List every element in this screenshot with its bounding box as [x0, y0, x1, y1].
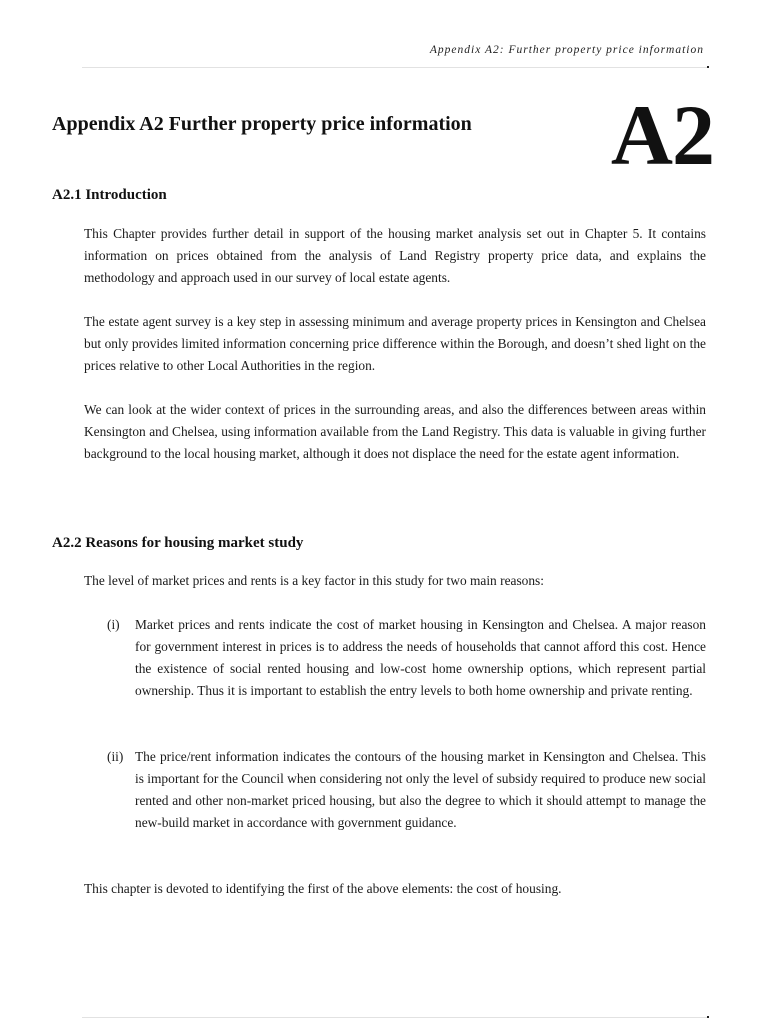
page-title: Appendix A2 Further property price information [52, 113, 472, 135]
intro-paragraph-3: We can look at the wider context of prices in the surrounding areas, and also the differences between areas within Kensington and Chelsea, using information available from the Land Registry. This data is valuable in giving further background to the local housing market, although it does not displace the need for the estate agent information. [84, 402, 706, 461]
footer-rule-dot [707, 1016, 709, 1018]
reasons-closing-paragraph: This chapter is devoted to identifying the first of the above elements: the cost of housing. [84, 881, 562, 896]
header-rule [82, 67, 708, 68]
list-item [107, 746, 706, 834]
section-heading-introduction: A2.1 Introduction [52, 187, 167, 203]
intro-paragraph-1: This Chapter provides further detail in support of the housing market analysis set out in Chapter 5. It contains information on prices obtained from the analysis of Land Registry property price data, and explains the methodology and approach used in our survey of local estate agents. [84, 226, 706, 285]
reasons-intro-paragraph: The level of market prices and rents is a key factor in this study for two main reasons: [84, 573, 544, 588]
header-rule-dot [707, 66, 709, 68]
list-item-text: The price/rent information indicates the contours of the housing market in Kensington and Chelsea. This is important for the Council when considering not only the level of subsidy required to produce new social rented and other non-market priced housing, but also the degree to which it should attempt to manage the new-build market in accordance with government guidance. [135, 749, 706, 830]
running-header: Appendix A2: Further property price information [429, 44, 704, 56]
intro-paragraph-2: The estate agent survey is a key step in assessing minimum and average property prices in Kensington and Chelsea but only provides limited information concerning price difference within the Borough, and doesn’t shed light on the prices relative to other Local Authorities in the region. [84, 314, 706, 373]
list-item-text: Market prices and rents indicate the cost of market housing in Kensington and Chelsea. A major reason for government interest in prices is to address the needs of households that cannot afford this cost. Hence the existence of social rented housing and low-cost home ownership options, which represent partial ownership. Thus it is important to establish the entry levels to both home ownership and private renting. [135, 617, 706, 698]
section-heading-reasons: A2.2 Reasons for housing market study [52, 535, 304, 551]
list-marker: (i) [107, 617, 120, 632]
appendix-code: A2 [610, 87, 714, 183]
list-item [107, 614, 706, 702]
list-marker: (ii) [107, 749, 124, 764]
footer-rule [82, 1017, 708, 1018]
